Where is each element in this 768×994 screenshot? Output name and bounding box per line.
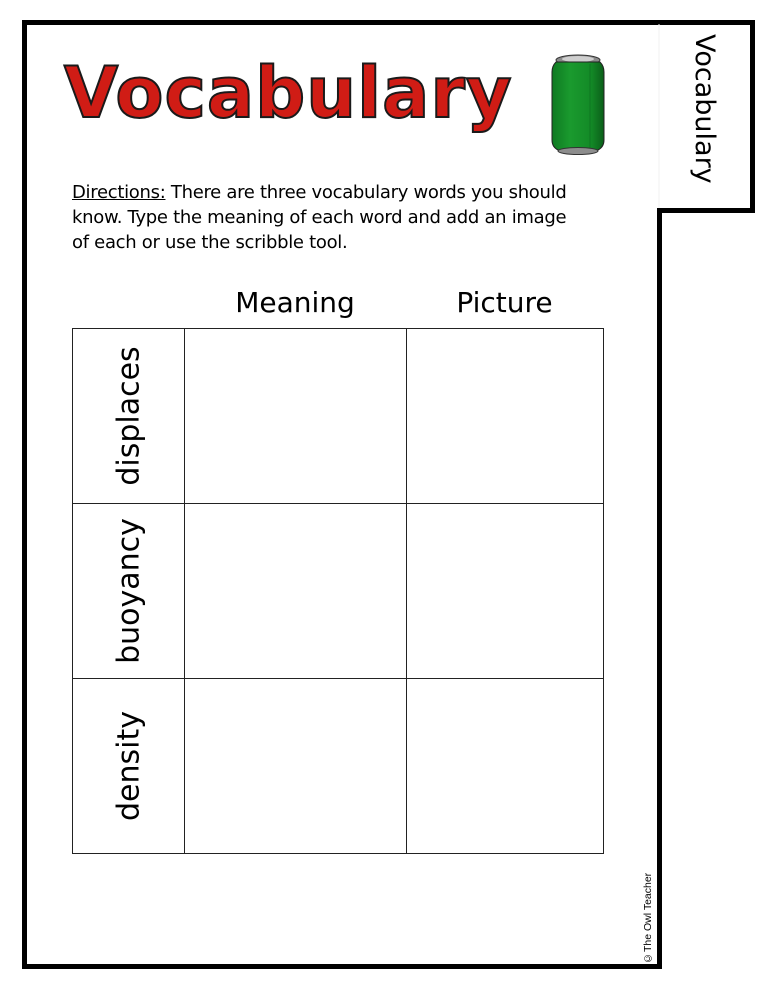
directions-label: Directions: [72, 182, 166, 203]
page-title: Vocabulary [64, 52, 513, 134]
table-row [73, 504, 604, 679]
directions-text [72, 180, 572, 255]
meaning-input-density[interactable] [185, 679, 407, 854]
soda-can-icon [548, 52, 608, 156]
table-row [73, 329, 604, 504]
word-cell-buoyancy: buoyancy [73, 504, 185, 679]
column-header-meaning: Meaning [235, 286, 355, 319]
picture-area-buoyancy[interactable] [407, 504, 604, 679]
directions-body: There are three vocabulary words you should know. Type the meaning of each word and add an image of each or use the scribble tool. [72, 182, 567, 253]
picture-area-density[interactable] [407, 679, 604, 854]
copyright-text: ©The Owl Teacher [642, 872, 654, 964]
word-cell-displaces: displaces [73, 329, 185, 504]
meaning-input-buoyancy[interactable] [185, 504, 407, 679]
column-header-picture: Picture [456, 286, 553, 319]
folder-tab-label: Vocabulary [689, 34, 720, 184]
picture-area-displaces[interactable] [407, 329, 604, 504]
vocabulary-table [72, 328, 604, 854]
meaning-input-displaces[interactable] [185, 329, 407, 504]
table-row [73, 679, 604, 854]
word-cell-density: density [73, 679, 185, 854]
